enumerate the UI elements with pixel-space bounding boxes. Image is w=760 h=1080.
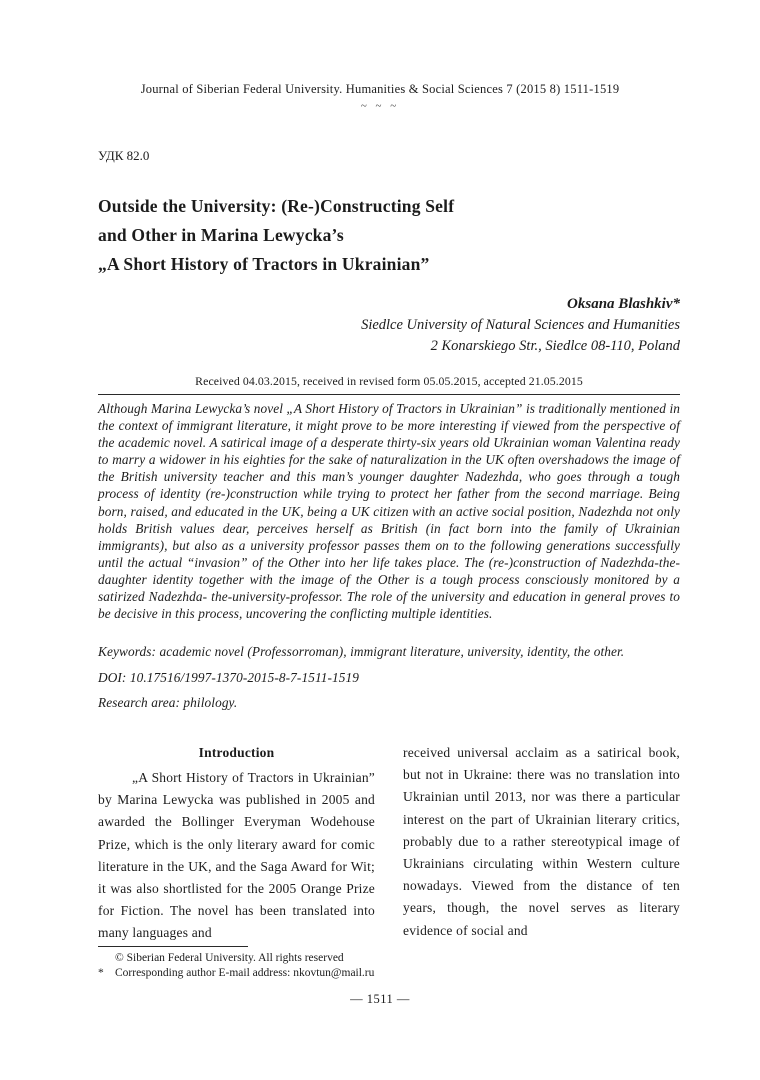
footnote-asterisk: *: [98, 967, 104, 979]
right-column: [403, 742, 680, 945]
author-block: [98, 293, 680, 357]
section-heading-introduction: Introduction: [198, 745, 275, 760]
tilde-separator: ~ ~ ~: [360, 100, 400, 112]
body-columns: [98, 742, 680, 945]
received-dates-line: Received 04.03.2015, received in revised form 05.05.2015, accepted 21.05.2015: [195, 374, 583, 388]
keywords-line: Keywords: academic novel (Professorroman), immigrant literature, university, identity, the other.: [98, 644, 625, 659]
author-address: 2 Konarskiego Str., Siedlce 08-110, Poland: [430, 338, 680, 354]
corresponding-author-text: Corresponding author E-mail address: nkovtun@mail.ru: [115, 967, 375, 979]
doi-line: DOI: 10.17516/1997-1370-2015-8-7-1511-1519: [98, 670, 359, 685]
abstract-divider-rule: [98, 394, 680, 395]
footnote-divider-rule: [98, 946, 248, 947]
author-name: Oksana Blashkiv*: [567, 296, 680, 312]
research-area-line: Research area: philology.: [98, 695, 238, 710]
body-paragraph-left: „A Short History of Tractors in Ukrainian” by Marina Lewycka was published in 2005 and awarded the Bollinger Everyman Wodehouse Prize, which is the only literary award for comic literature in the UK, and the Saga Award for Wit; it was also shortlisted for the 2005 Orange Prize for Fiction. The novel has been translated into many languages and: [98, 770, 375, 941]
abstract-text: Although Marina Lewycka’s novel „A Short History of Tractors in Ukrainian” is traditionally mentioned in the context of immigrant literature, it might prove to be more interesting if viewed from the perspective of the academic novel. A satirical image of a desperate thirty-six years old Ukrainian woman Valentina ready to marry a widower in his eighties for the sake of naturalization in the UK often overshadows the image of the British university teacher and this man’s younger daughter Nadezhda, who goes through a tough process of identity (re-)construction while trying to protect her father from the second marriage. Being born, raised, and educated in the UK, being a UK citizen with an active social position, Nadezhda not only holds British values dear, perceives herself as British (in fact born into the family of Ukrainian immigrants), but also as a university professor passes them on to the following generations successfully until the actual “invasion” of the Other into her life takes place. The (re-)construction of Nadezhda-the-daughter identity together with the image of the Other is a tough process consciously monitored by a satirized Nadezhda- the-university-professor. The role of the university and education in general proves to be decisive in this process, uncovering the conflicting multiple identities.: [98, 401, 680, 622]
copyright-line: © Siberian Federal University. All rights reserved: [115, 952, 344, 964]
article-title-line-2: and Other in Marina Lewycka’s: [98, 225, 344, 245]
article-title: [98, 192, 680, 279]
author-affiliation: Siedlce University of Natural Sciences and Humanities: [361, 317, 680, 333]
page-number: — 1511 —: [350, 992, 410, 1006]
article-title-line-1: Outside the University: (Re-)Constructing Self: [98, 196, 455, 216]
journal-header: Journal of Siberian Federal University. Humanities & Social Sciences 7 (2015 8) 1511-1519: [140, 82, 620, 96]
udk-code: УДК 82.0: [98, 148, 150, 163]
corresponding-author-line: [98, 966, 680, 981]
body-paragraph-right: received universal acclaim as a satirical book, but not in Ukraine: there was no translation into Ukrainian until 2013, nor was there a particular interest on the part of Ukrainian literary critics, probably due to a rather stereotypical image of Ukrainians circulating within Western culture nowadays. Viewed from the distance of ten years, though, the novel serves as literary evidence of social and: [403, 745, 680, 938]
article-title-line-3: „A Short History of Tractors in Ukrainian”: [98, 254, 430, 274]
left-column: [98, 742, 375, 945]
